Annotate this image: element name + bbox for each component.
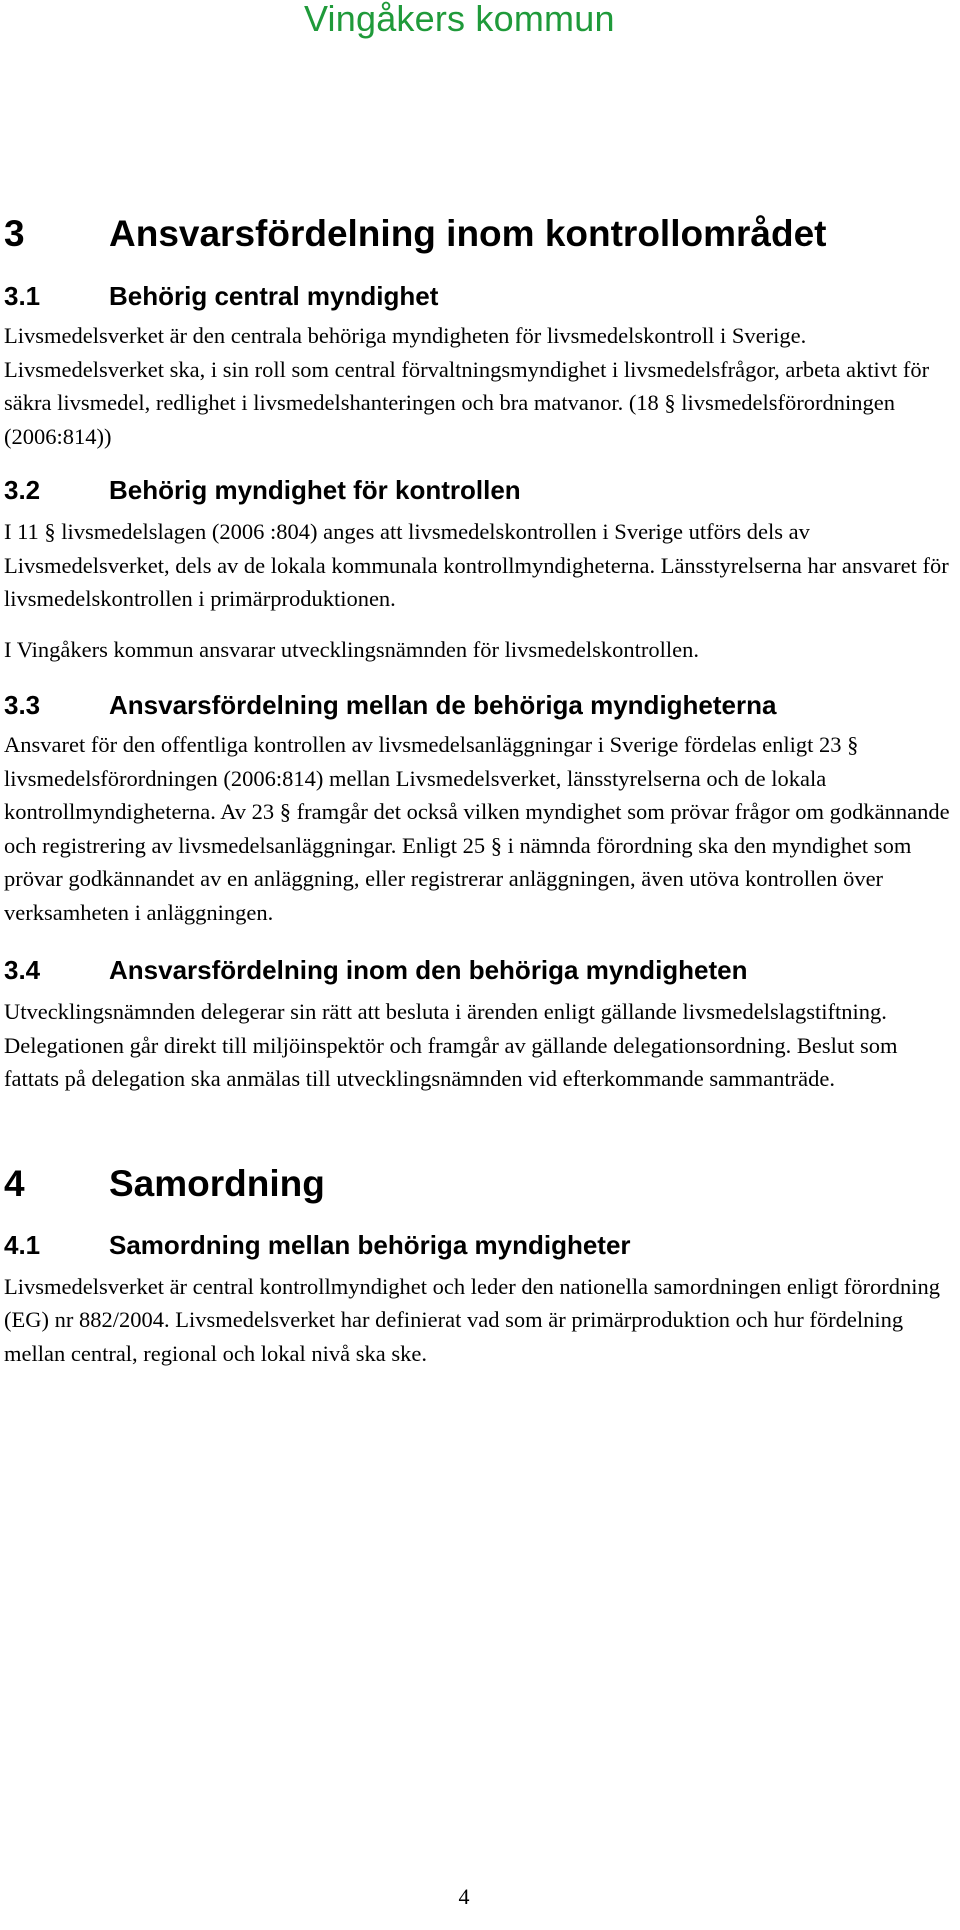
paragraph-4-1: Livsmedelsverket är central kontrollmyndighet och leder den nationella samordningen enligt förordning (EG) nr 882/2004. Livsmedelsverket har definierat vad som är primärproduktion och hur fördelning mellan central, regional och lokal nivå ska ske. (4, 1273, 940, 1366)
paragraph-3-4: Utvecklingsnämnden delegerar sin rätt att besluta i ärenden enligt gällande livsmedelslagstiftning. Delegationen går direkt till miljöinspektör och framgår av gällande delegationsordning. Beslut som fattats på delegation ska anmälas till utvecklingsnämnden vid efterkommande sammanträde. (4, 999, 898, 1091)
section-number: 3.4 (4, 955, 41, 985)
section-title: Behörig myndighet för kontrollen (109, 475, 521, 505)
paragraph-3-2: I 11 § livsmedelslagen (2006 :804) anges att livsmedelskontrollen i Sverige utförs dels av Livsmedelsverket, dels av de lokala kommunala kontrollmyndigheterna. Länsstyrelserna har ansvaret för livsmedelskontrollen i primärproduktionen. (4, 519, 949, 611)
section-heading-3-3 (4, 688, 954, 722)
section-heading-4-1 (4, 1228, 954, 1262)
section-heading-3-4 (4, 953, 954, 987)
section-heading-4 (4, 1162, 954, 1206)
section-heading-3-2 (4, 473, 954, 507)
page-header-title: Vingåkers kommun (304, 0, 615, 39)
page-number: 4 (458, 1884, 470, 1909)
paragraph-3-3: Ansvaret för den offentliga kontrollen av livsmedelsanläggningar i Sverige fördelas enligt 23 § livsmedelsförordningen (2006:814) mellan Livsmedelsverket, länsstyrelserna och de lokala kontrollmyndigheterna. Av 23 § framgår det också vilken myndighet som prövar frågor om godkännande och registrering av livsmedelsanläggningar. Enligt 25 § i nämnda förordning ska den myndighet som prövar godkännandet av en anläggning, eller registrerar anläggningen, även utöva kontrollen över verksamheten i anläggningen. (4, 732, 950, 925)
section-number: 3.1 (4, 281, 41, 311)
section-number: 4.1 (4, 1229, 41, 1260)
section-heading-3-1 (4, 279, 954, 313)
paragraph-3-1: Livsmedelsverket är den centrala behöriga myndigheten för livsmedelskontroll i Sverige. Livsmedelsverket ska, i sin roll som central förvaltningsmyndighet i livsmedelsfrågor, arbeta aktivt för säkra livsmedel, redlighet i livsmedelshanteringen och bra matvanor. (18 § livsmedelsförordningen (2006:814)) (4, 323, 930, 449)
section-number: 3.3 (4, 690, 41, 720)
section-title: Samordning mellan behöriga myndigheter (109, 1229, 631, 1260)
section-title: Ansvarsfördelning mellan de behöriga myndigheterna (109, 690, 777, 720)
section-title: Ansvarsfördelning inom kontrollområdet (109, 213, 827, 254)
section-number: 4 (4, 1162, 25, 1204)
paragraph-3-2-b: I Vingåkers kommun ansvarar utvecklingsnämnden för livsmedelskontrollen. (4, 636, 699, 662)
section-number: 3.2 (4, 475, 41, 505)
section-title: Samordning (109, 1162, 325, 1204)
document-body (4, 212, 954, 1370)
section-title: Behörig central myndighet (109, 281, 439, 311)
section-heading-3 (4, 212, 954, 256)
section-title: Ansvarsfördelning inom den behöriga myndigheten (109, 955, 748, 985)
section-number: 3 (4, 213, 25, 254)
